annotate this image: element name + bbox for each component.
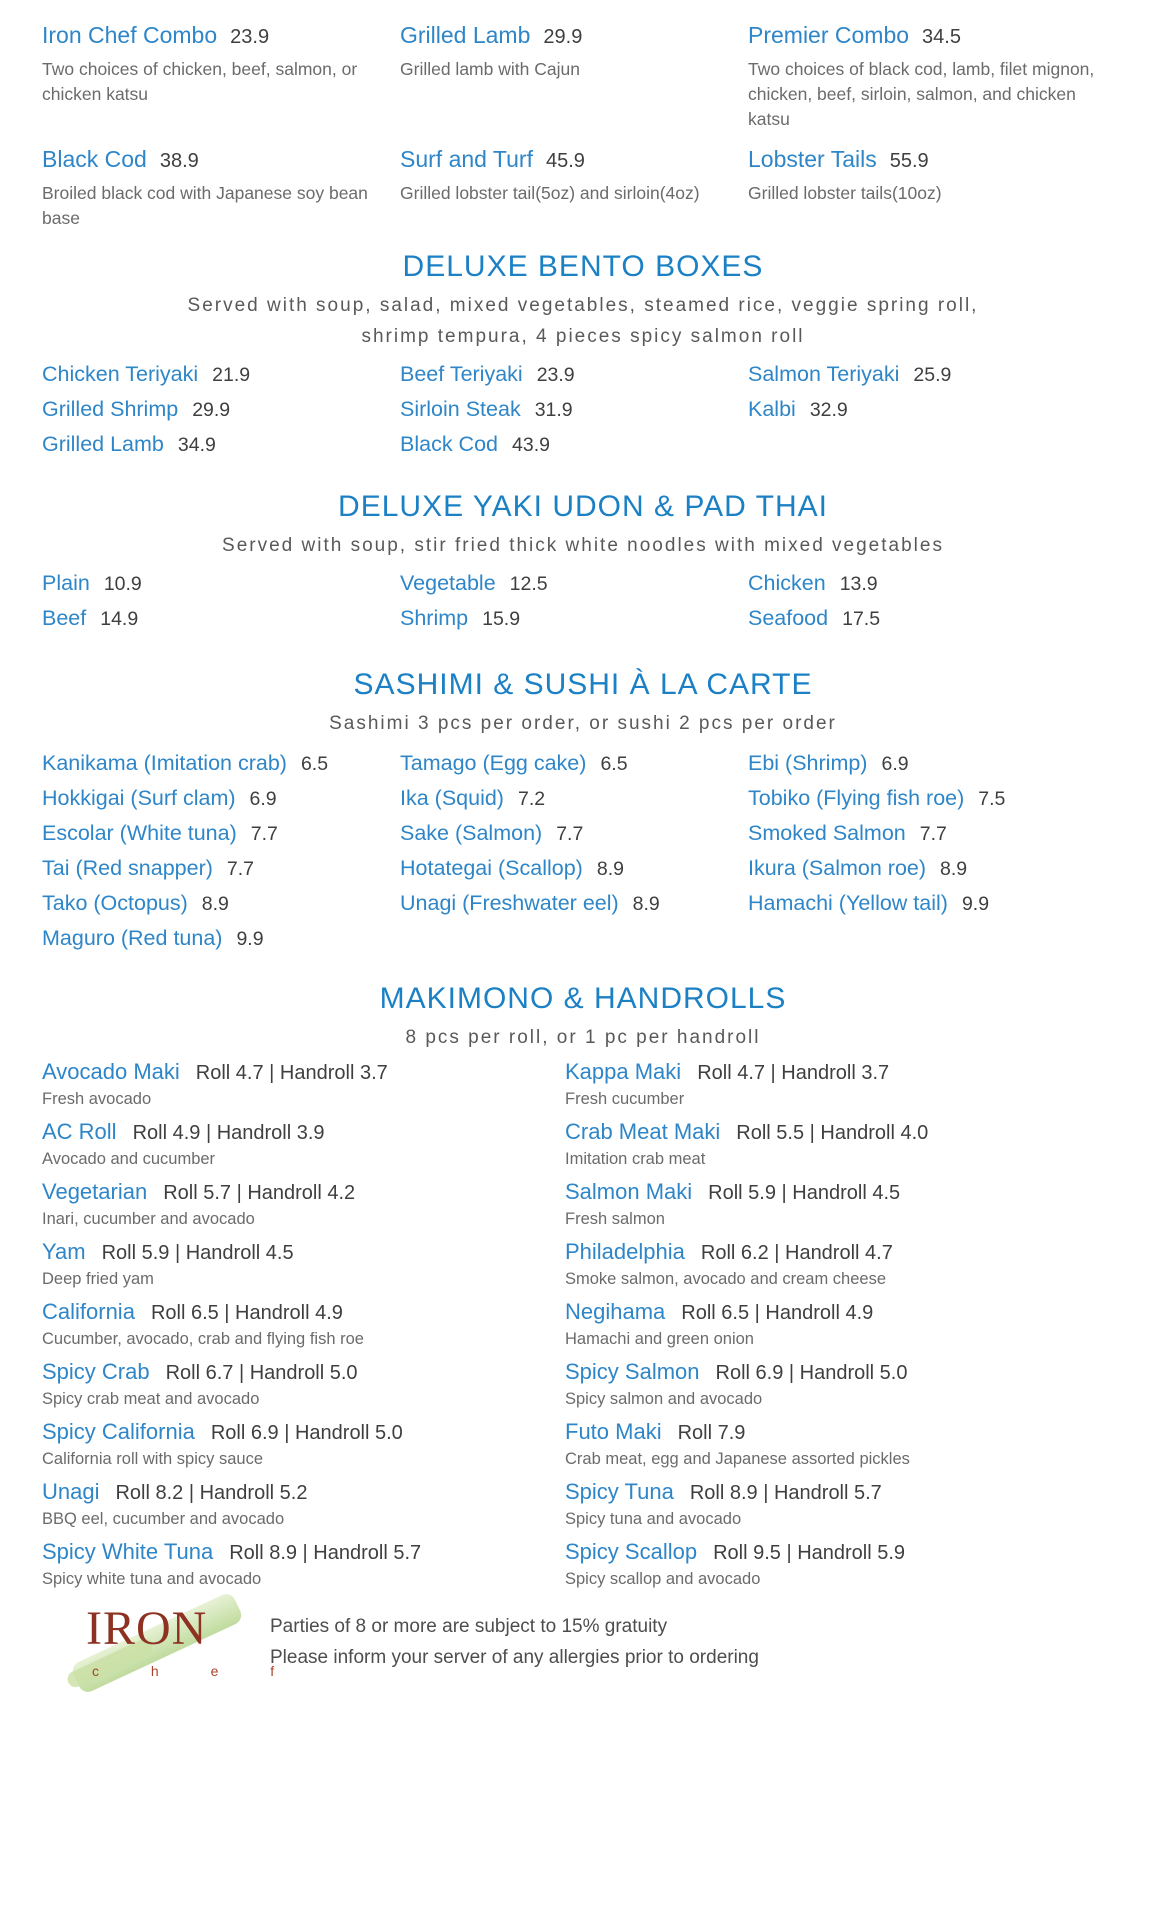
- menu-item-line: [748, 144, 1124, 178]
- menu-item-price: 6.5: [600, 753, 628, 775]
- menu-item: [42, 1117, 565, 1170]
- menu-item-desc: Cucumber, avocado, crab and flying fish roe: [42, 1330, 364, 1348]
- menu-item-name: Hotategai (Scallop): [400, 856, 583, 880]
- menu-item-desc: Smoke salmon, avocado and cream cheese: [565, 1270, 887, 1288]
- menu-item-price: 8.9: [940, 858, 968, 880]
- menu-item-line: [42, 1477, 565, 1509]
- menu-item-price: Roll 7.9: [677, 1422, 746, 1444]
- menu-item-name: Yam: [42, 1239, 86, 1264]
- menu-item: [748, 358, 1124, 393]
- menu-item-desc: Spicy scallop and avocado: [565, 1570, 761, 1588]
- menu-item-price: Roll 8.9 | Handroll 5.7: [229, 1542, 422, 1564]
- menu-item: [42, 602, 400, 637]
- footer-notes: [270, 1603, 759, 1673]
- menu-item-desc: Spicy white tuna and avocado: [42, 1570, 262, 1588]
- menu-item-price: Roll 4.7 | Handroll 3.7: [195, 1062, 388, 1084]
- menu-item-desc: Spicy salmon and avocado: [565, 1390, 763, 1408]
- section-subtitle-line: shrimp tempura, 4 pieces spicy salmon roll: [361, 326, 805, 347]
- menu-item-name: Salmon Maki: [565, 1179, 693, 1204]
- menu-item: [565, 1057, 1124, 1110]
- footer: [42, 1603, 1124, 1683]
- menu-item-line: [565, 1477, 1124, 1509]
- menu-item-price: 8.9: [201, 893, 229, 915]
- menu-item-price: 34.5: [922, 26, 961, 48]
- menu-item-name: Sake (Salmon): [400, 821, 543, 845]
- menu-item: [748, 20, 1124, 132]
- menu-item-name: Vegetable: [400, 571, 496, 595]
- bento-section: [42, 249, 1124, 463]
- menu-item-price: Roll 4.7 | Handroll 3.7: [697, 1062, 890, 1084]
- menu-item-price: 55.9: [889, 150, 929, 172]
- menu-item: [42, 817, 400, 852]
- menu-item-price: Roll 8.9 | Handroll 5.7: [689, 1482, 882, 1504]
- menu-item: [42, 1417, 565, 1470]
- menu-item-name: Spicy Scallop: [565, 1539, 698, 1564]
- menu-item-price: Roll 6.5 | Handroll 4.9: [150, 1302, 343, 1324]
- menu-item-desc: BBQ eel, cucumber and avocado: [42, 1510, 285, 1528]
- menu-item-desc: Avocado and cucumber: [42, 1150, 216, 1168]
- menu-item-line: [565, 1357, 1124, 1389]
- menu-item: [42, 1357, 565, 1410]
- menu-item: [400, 782, 748, 817]
- menu-item: [400, 817, 748, 852]
- menu-item-price: 14.9: [100, 608, 139, 630]
- menu-item-name: Kappa Maki: [565, 1059, 682, 1084]
- menu-item-desc: Fresh cucumber: [565, 1090, 685, 1108]
- menu-item-name: Kanikama (Imitation crab): [42, 751, 287, 775]
- menu-item-price: 6.5: [300, 753, 329, 775]
- menu-item-name: Crab Meat Maki: [565, 1119, 721, 1144]
- menu-item-line: [565, 1057, 1124, 1089]
- menu-item-price: 29.9: [543, 26, 583, 48]
- menu-item-name: Spicy Tuna: [565, 1479, 674, 1504]
- section-subtitle: [42, 290, 1124, 352]
- menu-item: [748, 782, 1124, 817]
- combo-section: [42, 20, 1124, 231]
- menu-item-name: Spicy White Tuna: [42, 1539, 214, 1564]
- menu-item-price: 21.9: [212, 364, 251, 386]
- menu-item-name: Tako (Octopus): [42, 891, 188, 915]
- menu-item-price: Roll 8.2 | Handroll 5.2: [115, 1482, 308, 1504]
- menu-item-name: Futo Maki: [565, 1419, 662, 1444]
- menu-item-name: Ikura (Salmon roe): [748, 856, 927, 880]
- menu-item: [42, 358, 400, 393]
- menu-item-price: 7.7: [226, 858, 254, 880]
- menu-item-desc: Crab meat, egg and Japanese assorted pickles: [565, 1450, 910, 1468]
- menu-item-line: [42, 1117, 565, 1149]
- bento-list: [42, 358, 1124, 463]
- menu-item-price: 13.9: [839, 573, 878, 595]
- menu-item: [42, 144, 400, 231]
- menu-item-price: 9.9: [236, 928, 264, 950]
- menu-item-name: Philadelphia: [565, 1239, 685, 1264]
- menu-item-price: Roll 5.7 | Handroll 4.2: [163, 1182, 356, 1204]
- menu-item-line: [42, 20, 400, 54]
- menu-item-name: AC Roll: [42, 1119, 117, 1144]
- menu-item-line: [42, 1177, 565, 1209]
- menu-item-desc: Fresh avocado: [42, 1090, 152, 1108]
- menu-item-line: [565, 1117, 1124, 1149]
- section-subtitle-line: Served with soup, salad, mixed vegetables, steamed rice, veggie spring roll,: [187, 295, 979, 316]
- menu-item-desc: California roll with spicy sauce: [42, 1450, 264, 1468]
- menu-item: [400, 428, 748, 463]
- menu-item-line: [42, 1297, 565, 1329]
- menu-item: [400, 20, 748, 132]
- menu-item-line: [565, 1297, 1124, 1329]
- menu-item-line: [400, 20, 748, 54]
- menu-item-price: 10.9: [103, 573, 142, 595]
- menu-item: [400, 747, 748, 782]
- menu-item-name: Maguro (Red tuna): [42, 926, 223, 950]
- menu-item-line: [565, 1237, 1124, 1269]
- menu-item: [42, 428, 400, 463]
- menu-item-price: 34.9: [177, 434, 216, 456]
- menu-item: [42, 393, 400, 428]
- menu-item-line: [42, 144, 400, 178]
- menu-item: [565, 1237, 1124, 1290]
- menu-item-desc: Imitation crab meat: [565, 1150, 706, 1168]
- menu-item-line: [565, 1537, 1124, 1569]
- logo-wordmark: IRON: [86, 1602, 208, 1655]
- section-subtitle: Sashimi 3 pcs per order, or sushi 2 pcs per order: [329, 713, 837, 734]
- menu-item-price: Roll 9.5 | Handroll 5.9: [713, 1542, 906, 1564]
- sashimi-section: [42, 667, 1124, 957]
- menu-item-line: [565, 1177, 1124, 1209]
- menu-item: [565, 1117, 1124, 1170]
- combo-grid: [42, 20, 1124, 231]
- menu-item-name: Shrimp: [400, 606, 469, 630]
- menu-item-name: Iron Chef Combo: [42, 22, 218, 48]
- menu-item-line: [42, 1057, 565, 1089]
- menu-item-line: [42, 1357, 565, 1389]
- menu-item-price: 38.9: [159, 150, 199, 172]
- menu-item-line: [42, 1417, 565, 1449]
- menu-item-name: Spicy Salmon: [565, 1359, 700, 1384]
- menu-item: [748, 393, 1124, 428]
- menu-item-name: Seafood: [748, 606, 829, 630]
- menu-item-price: 8.9: [596, 858, 624, 880]
- menu-item-price: Roll 5.5 | Handroll 4.0: [736, 1122, 929, 1144]
- menu-item-price: 43.9: [512, 434, 550, 456]
- menu-item: [42, 567, 400, 602]
- menu-item: [400, 887, 748, 922]
- menu-item-price: 32.9: [809, 399, 848, 421]
- maki-grid: [42, 1057, 1124, 1597]
- menu-item: [748, 852, 1124, 887]
- udon-list: [42, 567, 1124, 637]
- menu-item-name: Lobster Tails: [748, 146, 877, 172]
- section-title: DELUXE YAKI UDON & PAD THAI: [338, 490, 828, 523]
- menu-item-price: 23.9: [230, 26, 270, 48]
- menu-item-desc: Spicy crab meat and avocado: [42, 1390, 260, 1408]
- menu-item: [400, 144, 748, 231]
- menu-item: [400, 852, 748, 887]
- menu-item: [565, 1357, 1124, 1410]
- menu-item-name: Ebi (Shrimp): [748, 751, 868, 775]
- menu-item: [748, 602, 1124, 637]
- menu-item-desc: Hamachi and green onion: [565, 1330, 754, 1348]
- menu-item-price: Roll 6.9 | Handroll 5.0: [715, 1362, 908, 1384]
- logo-subtext: c h e f: [92, 1663, 299, 1679]
- menu-item-name: Grilled Lamb: [400, 22, 531, 48]
- menu-item: [42, 887, 400, 922]
- menu-item: [748, 887, 1124, 922]
- menu-item-line: [748, 20, 1124, 54]
- menu-item: [748, 144, 1124, 231]
- menu-item-desc: Grilled lamb with Cajun: [400, 59, 580, 79]
- menu-item: [42, 1537, 565, 1590]
- menu-item-line: [42, 1237, 565, 1269]
- menu-item-name: Chicken: [748, 571, 826, 595]
- menu-item-name: Avocado Maki: [42, 1059, 180, 1084]
- maki-left-column: [42, 1057, 565, 1597]
- menu-item: [565, 1537, 1124, 1590]
- menu-item-name: Negihama: [565, 1299, 666, 1324]
- menu-item-name: Salmon Teriyaki: [748, 362, 900, 386]
- menu-item-price: 29.9: [192, 399, 231, 421]
- menu-item-name: Sirloin Steak: [400, 397, 521, 421]
- udon-section: [42, 489, 1124, 637]
- menu-item-price: 45.9: [545, 150, 585, 172]
- menu-item: [42, 922, 400, 957]
- menu-item-desc: Two choices of chicken, beef, salmon, or chicken katsu: [42, 59, 358, 104]
- menu-item-price: 7.7: [250, 823, 278, 845]
- menu-item-name: Tobiko (Flying fish roe): [748, 786, 965, 810]
- footer-note: Please inform your server of any allergies prior to ordering: [270, 1647, 759, 1668]
- section-title: MAKIMONO & HANDROLLS: [379, 982, 787, 1015]
- menu-item-name: Spicy Crab: [42, 1359, 150, 1384]
- menu-item-name: Smoked Salmon: [748, 821, 906, 845]
- menu-item-price: Roll 6.5 | Handroll 4.9: [681, 1302, 874, 1324]
- menu-item-name: Hamachi (Yellow tail): [748, 891, 948, 915]
- menu-item-name: Surf and Turf: [400, 146, 533, 172]
- menu-item: [42, 782, 400, 817]
- menu-item-name: Grilled Lamb: [42, 432, 164, 456]
- menu-item: [42, 1177, 565, 1230]
- menu-item-desc: Grilled lobster tail(5oz) and sirloin(4oz): [400, 183, 700, 203]
- menu-item: [565, 1177, 1124, 1230]
- menu-item-price: 23.9: [536, 364, 575, 386]
- menu-item: [748, 567, 1124, 602]
- menu-item: [42, 20, 400, 132]
- footer-note: Parties of 8 or more are subject to 15% gratuity: [270, 1616, 668, 1637]
- menu-item: [400, 602, 748, 637]
- menu-item-line: [565, 1417, 1124, 1449]
- menu-item-name: Black Cod: [42, 146, 147, 172]
- menu-item-name: Tai (Red snapper): [42, 856, 213, 880]
- maki-right-column: [565, 1057, 1124, 1597]
- menu-item-price: 7.7: [919, 823, 947, 845]
- section-subtitle: 8 pcs per roll, or 1 pc per handroll: [405, 1027, 761, 1048]
- maki-section: [42, 981, 1124, 1597]
- menu-item-price: Roll 5.9 | Handroll 4.5: [101, 1242, 294, 1264]
- menu-item: [42, 852, 400, 887]
- section-subtitle: Served with soup, stir fried thick white noodles with mixed vegetables: [222, 535, 944, 556]
- menu-item-price: Roll 6.9 | Handroll 5.0: [210, 1422, 403, 1444]
- menu-item: [42, 747, 400, 782]
- menu-item-name: Unagi (Freshwater eel): [400, 891, 619, 915]
- menu-item: [565, 1297, 1124, 1350]
- menu-item: [42, 1057, 565, 1110]
- menu-item-name: Premier Combo: [748, 22, 910, 48]
- menu-item-price: 7.2: [517, 788, 546, 810]
- menu-item-line: [400, 144, 748, 178]
- menu-item-name: Black Cod: [400, 432, 498, 456]
- menu-item-price: 9.9: [961, 893, 990, 915]
- menu-item-price: Roll 5.9 | Handroll 4.5: [708, 1182, 901, 1204]
- menu-item-desc: Inari, cucumber and avocado: [42, 1210, 255, 1228]
- menu-item-desc: Deep fried yam: [42, 1270, 154, 1288]
- menu-item-price: 12.5: [509, 573, 548, 595]
- menu-item-name: Plain: [42, 571, 90, 595]
- menu-item: [400, 567, 748, 602]
- section-title: SASHIMI & SUSHI À LA CARTE: [353, 668, 813, 701]
- menu-item-desc: Spicy tuna and avocado: [565, 1510, 742, 1528]
- menu-item-price: Roll 4.9 | Handroll 3.9: [132, 1122, 325, 1144]
- menu-item-price: 31.9: [534, 399, 573, 421]
- menu-item-price: Roll 6.7 | Handroll 5.0: [165, 1362, 358, 1384]
- menu-item-name: Spicy California: [42, 1419, 195, 1444]
- menu-item: [42, 1477, 565, 1530]
- menu-item-price: 25.9: [913, 364, 952, 386]
- menu-item-name: Beef: [42, 606, 87, 630]
- menu-item-price: Roll 6.2 | Handroll 4.7: [700, 1242, 893, 1264]
- menu-item-price: 17.5: [842, 608, 881, 630]
- menu-item-name: Tamago (Egg cake): [400, 751, 587, 775]
- menu-item: [565, 1417, 1124, 1470]
- menu-item: [42, 1297, 565, 1350]
- menu-item-name: Escolar (White tuna): [42, 821, 237, 845]
- menu-item-price: 8.9: [632, 893, 660, 915]
- menu-item-name: Chicken Teriyaki: [42, 362, 199, 386]
- menu-item-name: California: [42, 1299, 135, 1324]
- menu-item-name: Ika (Squid): [400, 786, 504, 810]
- menu-item-name: Vegetarian: [42, 1179, 148, 1204]
- menu-item-name: Kalbi: [748, 397, 796, 421]
- sashimi-list: [42, 747, 1124, 957]
- menu-item-name: Grilled Shrimp: [42, 397, 179, 421]
- menu-item-price: 6.9: [249, 788, 277, 810]
- menu-item-desc: Fresh salmon: [565, 1210, 665, 1228]
- menu-item: [400, 358, 748, 393]
- section-title: DELUXE BENTO BOXES: [402, 250, 764, 283]
- menu-item-price: 15.9: [482, 608, 521, 630]
- menu-item-name: Beef Teriyaki: [400, 362, 523, 386]
- menu-item-price: 7.5: [978, 788, 1006, 810]
- menu-item: [42, 1237, 565, 1290]
- menu-item-desc: Broiled black cod with Japanese soy bean base: [42, 183, 368, 228]
- menu-item-line: [42, 1537, 565, 1569]
- menu-item: [748, 817, 1124, 852]
- menu-item-price: 6.9: [881, 753, 909, 775]
- menu-item: [565, 1477, 1124, 1530]
- menu-item: [400, 393, 748, 428]
- menu-item-name: Hokkigai (Surf clam): [42, 786, 236, 810]
- menu-item-desc: Two choices of black cod, lamb, filet mignon, chicken, beef, sirloin, salmon, and chicken katsu: [748, 59, 1095, 129]
- menu-item-price: 7.7: [556, 823, 584, 845]
- iron-chef-logo: [76, 1602, 299, 1683]
- menu-item-name: Unagi: [42, 1479, 100, 1504]
- menu-item: [748, 747, 1124, 782]
- menu-item-desc: Grilled lobster tails(10oz): [748, 183, 942, 203]
